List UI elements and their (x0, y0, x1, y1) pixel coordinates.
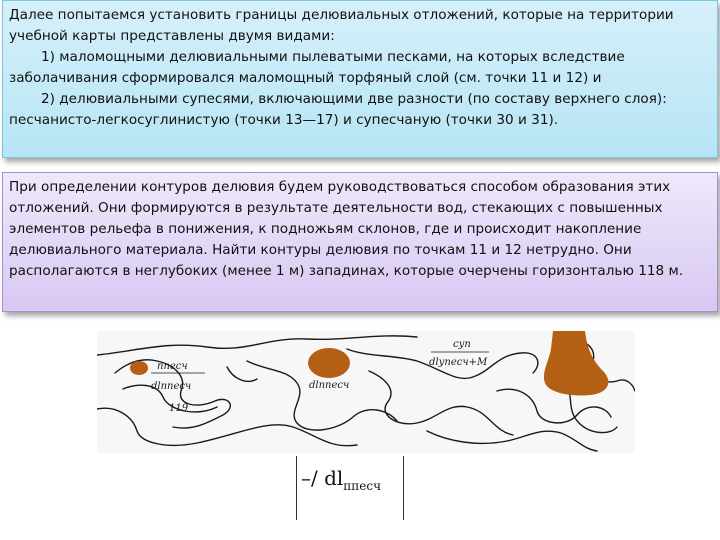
map-label-left-number: 119 (169, 403, 189, 414)
map-label-right-top: суп (453, 339, 471, 350)
method-paragraph: При определении контуров делювия будем руководствоваться способом образования этих отложений. Они формируются в результате деятельности вод, стекающих с повышенных элементов рельефа в понижения, к подножьям склонов, где и происходит накопление делювиального материала. Найти контуры делювия по точкам 11 и 12 нетрудно. Они располагаются в неглубоких (менее 1 м) западинах, которые очерчены горизонталью 118 м. (9, 179, 684, 279)
formula-subscript: ппесч (343, 479, 382, 493)
intro-paragraph: Далее попытаемся установить границы делювиальных отложений, которые на территории учебной карты представлены двумя видами: (9, 7, 674, 44)
contour-line (97, 336, 417, 355)
map-fragment (97, 331, 635, 453)
contour-line (369, 371, 513, 435)
text-box-intro (2, 0, 718, 158)
intro-item-1: 1) маломощными делювиальными пылеватыми песками, на которых вследствие заболачивания сформировался маломощный торфяный слой (см. точки 11 и 12) и (9, 49, 625, 86)
intro-item-2: 2) делювиальными супесями, включающими две разности (по составу верхнего слоя): песчанисто-легкосуглинистую (точки 13—17) и супесчаную (точки 30 и 31). (9, 91, 667, 128)
contour-line (97, 408, 357, 445)
formula-main: –/ dl (301, 466, 344, 490)
text-box-method (2, 172, 718, 312)
map-label-right: dlупесч+M (429, 357, 488, 368)
map-label-center: dlппесч (309, 380, 350, 391)
deluvium-formula (301, 466, 381, 493)
contour-line (227, 367, 257, 381)
formula-box (296, 456, 404, 520)
deposit-patch-large (544, 331, 608, 396)
deposit-patch-small (130, 361, 148, 375)
map-label-left: ппесч (157, 361, 188, 372)
contour-line (427, 431, 597, 451)
deposit-patch-center (308, 348, 350, 378)
map-label-left-formula: dlппесч (151, 381, 192, 392)
map-drawing (97, 331, 635, 453)
